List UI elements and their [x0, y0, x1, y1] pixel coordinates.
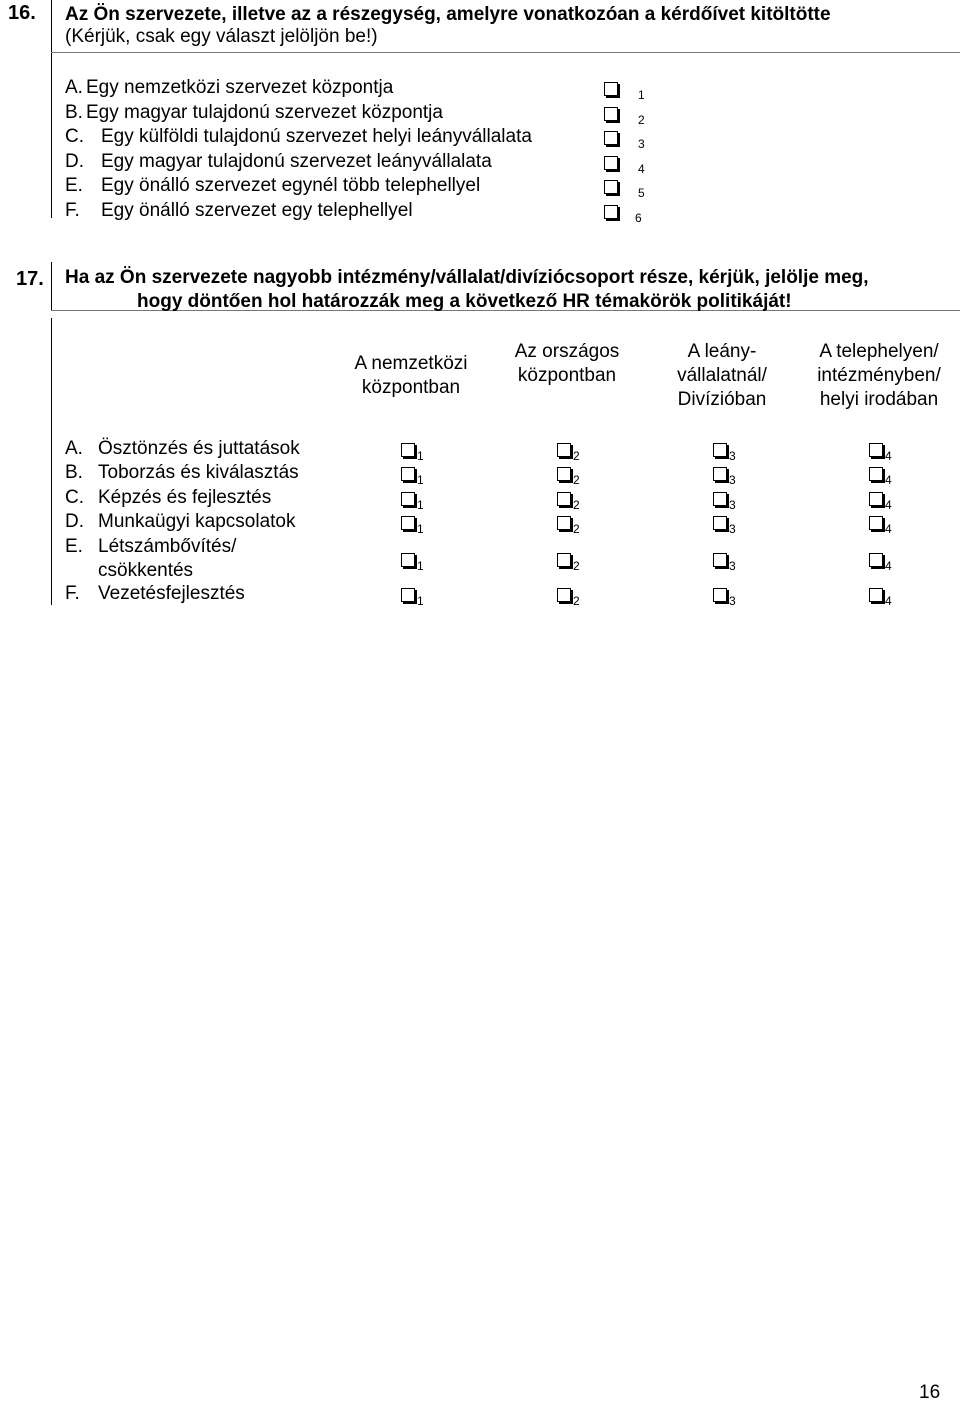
q17-checkbox-code: 2 — [573, 473, 580, 487]
q17-checkbox-code: 4 — [885, 473, 892, 487]
q17-checkbox-code: 4 — [885, 498, 892, 512]
q17-title-line1: Ha az Ön szervezete nagyobb intézmény/vállalat/divíziócsoport része, kérjük, jelölje meg, — [65, 267, 869, 288]
q17-row-label: Vezetésfejlesztés — [98, 583, 245, 604]
q17-column-header: központban — [517, 365, 617, 386]
q17-row-label: Ösztönzés és juttatások — [98, 438, 300, 459]
q17-checkbox[interactable] — [713, 588, 727, 602]
q17-checkbox-code: 2 — [573, 594, 580, 608]
q16-option-checkbox[interactable] — [604, 82, 618, 96]
q16-option-label: Egy önálló szervezet egy telephellyel — [101, 200, 413, 221]
q17-checkbox[interactable] — [557, 588, 571, 602]
q17-column-header: A telephelyen/ — [819, 341, 939, 362]
q17-column-header: helyi irodában — [819, 389, 939, 410]
q17-checkbox-code: 3 — [729, 473, 736, 487]
q17-checkbox[interactable] — [557, 443, 571, 457]
q17-checkbox-code: 1 — [417, 559, 424, 573]
q17-divider — [51, 262, 52, 310]
q16-option-checkbox[interactable] — [604, 131, 618, 145]
q17-column-header: Az országos — [514, 341, 620, 362]
page-number: 16 — [919, 1382, 941, 1403]
q16-option-checkbox[interactable] — [604, 107, 618, 121]
q17-checkbox-code: 2 — [573, 449, 580, 463]
q17-checkbox[interactable] — [713, 553, 727, 567]
q17-title-line2: hogy döntően hol határozzák meg a következő HR témakörök politikáját! — [137, 291, 792, 312]
q17-column-header: központban — [361, 377, 461, 398]
q17-checkbox[interactable] — [401, 588, 415, 602]
q17-row-letter: C. — [65, 487, 84, 508]
q17-row-letter: D. — [65, 511, 84, 532]
q16-divider — [51, 0, 52, 52]
q17-checkbox-code: 1 — [417, 498, 424, 512]
q16-option-checkbox[interactable] — [604, 180, 618, 194]
q17-checkbox[interactable] — [869, 588, 883, 602]
q16-option-label: Egy nemzetközi szervezet központja — [86, 77, 394, 98]
q16-option-label: Egy külföldi tulajdonú szervezet helyi leányvállalata — [101, 126, 532, 148]
q17-number: 17. — [16, 268, 44, 290]
q17-column-header: intézményben/ — [817, 365, 941, 386]
q16-number: 16. — [8, 2, 36, 24]
q17-column-header: A nemzetközi — [354, 353, 468, 374]
q17-checkbox-code: 1 — [417, 594, 424, 608]
q17-checkbox-code: 1 — [417, 449, 424, 463]
q16-option-letter: C. — [65, 126, 84, 148]
q16-option-checkbox[interactable] — [604, 156, 618, 170]
q16-option-label: Egy magyar tulajdonú szervezet központja — [86, 101, 443, 123]
q17-column-header: vállalatnál/ — [677, 365, 767, 386]
q17-checkbox-code: 1 — [417, 473, 424, 487]
q16-option-code: 6 — [635, 211, 642, 225]
q17-row-letter: B. — [65, 462, 83, 483]
q17-row-label: Létszámbővítés/ — [98, 536, 237, 557]
q17-checkbox-code: 3 — [729, 449, 736, 463]
q17-checkbox[interactable] — [713, 516, 727, 530]
q17-checkbox[interactable] — [869, 516, 883, 530]
q17-checkbox-code: 3 — [729, 498, 736, 512]
q17-checkbox[interactable] — [869, 492, 883, 506]
q17-checkbox-code: 2 — [573, 522, 580, 536]
q17-row-label-continued: csökkentés — [98, 560, 194, 581]
q17-checkbox-code: 4 — [885, 449, 892, 463]
q17-checkbox[interactable] — [713, 492, 727, 506]
q17-checkbox[interactable] — [713, 467, 727, 481]
q17-checkbox[interactable] — [401, 492, 415, 506]
q17-checkbox[interactable] — [713, 443, 727, 457]
q17-checkbox[interactable] — [557, 553, 571, 567]
q17-checkbox-code: 3 — [729, 559, 736, 573]
q16-instruction: (Kérjük, csak egy választ jelöljön be!) — [65, 26, 378, 47]
q17-row-label: Munkaügyi kapcsolatok — [98, 511, 296, 532]
q16-option-letter: A. — [65, 77, 83, 98]
q16-option-letter: F. — [65, 200, 80, 221]
q16-option-code: 3 — [638, 137, 645, 152]
q17-row-label: Képzés és fejlesztés — [98, 487, 272, 508]
q16-separator — [51, 52, 960, 53]
q16-option-label: Egy önálló szervezet egynél több telephellyel — [101, 175, 481, 197]
q17-checkbox-code: 2 — [573, 498, 580, 512]
q16-option-code: 2 — [638, 112, 645, 127]
q17-checkbox[interactable] — [401, 553, 415, 567]
q16-option-label: Egy magyar tulajdonú szervezet leányvállalata — [101, 150, 492, 172]
q16-option-code: 5 — [638, 186, 645, 201]
q17-row-letter: F. — [65, 583, 80, 604]
q17-checkbox-code: 3 — [729, 594, 736, 608]
q17-left-border — [51, 318, 52, 605]
q17-checkbox[interactable] — [869, 553, 883, 567]
q16-option-code: 1 — [638, 88, 645, 102]
q17-checkbox[interactable] — [557, 516, 571, 530]
q17-checkbox[interactable] — [557, 467, 571, 481]
q17-checkbox-code: 4 — [885, 522, 892, 536]
q17-row-label: Toborzás és kiválasztás — [98, 462, 299, 483]
q16-option-letter: E. — [65, 175, 83, 197]
q17-checkbox-code: 2 — [573, 559, 580, 573]
q16-option-letter: B. — [65, 101, 83, 123]
q17-column-header: Divízióban — [677, 389, 767, 410]
q17-checkbox-code: 4 — [885, 594, 892, 608]
q16-option-checkbox[interactable] — [604, 205, 618, 219]
q17-column-header: A leány- — [687, 341, 757, 362]
q17-checkbox[interactable] — [869, 443, 883, 457]
q17-checkbox-code: 3 — [729, 522, 736, 536]
q17-row-letter: E. — [65, 536, 83, 557]
q17-checkbox[interactable] — [401, 516, 415, 530]
q16-title: Az Ön szervezete, illetve az a részegység, amelyre vonatkozóan a kérdőívet kitöltötte — [65, 4, 831, 25]
q17-checkbox[interactable] — [869, 467, 883, 481]
q17-row-letter: A. — [65, 438, 83, 459]
q16-divider-lower — [51, 52, 52, 218]
q17-checkbox-code: 4 — [885, 559, 892, 573]
q16-option-letter: D. — [65, 150, 84, 172]
q17-checkbox[interactable] — [401, 443, 415, 457]
q16-option-code: 4 — [638, 161, 645, 176]
q17-checkbox[interactable] — [401, 467, 415, 481]
q17-checkbox[interactable] — [557, 492, 571, 506]
q17-checkbox-code: 1 — [417, 522, 424, 536]
